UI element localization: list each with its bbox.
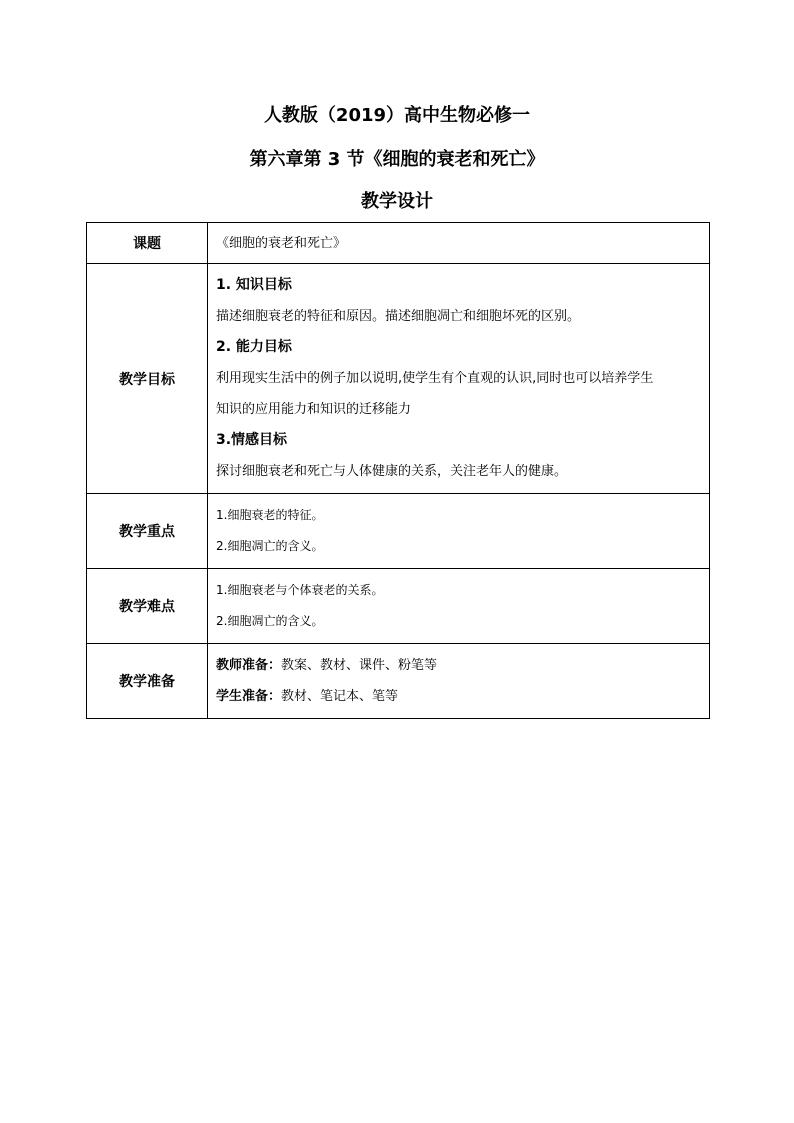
topic-label: 课题 <box>87 223 208 264</box>
knowledge-objective-text: 描述细胞衰老的特征和原因。描述细胞凋亡和细胞坏死的区别。 <box>216 309 581 324</box>
ability-objective-text-line1: 利用现实生活中的例子加以说明,使学生有个直观的认识,同时也可以培养学生 <box>216 371 654 386</box>
topic-value: 《细胞的衰老和死亡》 <box>216 235 347 251</box>
student-preparation-text: 教材、笔记本、笔等 <box>281 689 399 704</box>
key-point-item: 2.细胞凋亡的含义。 <box>216 539 324 553</box>
difficulties-label: 教学难点 <box>87 569 208 644</box>
document-title: 人教版（2019）高中生物必修一 <box>263 105 531 126</box>
objectives-label: 教学目标 <box>87 264 208 494</box>
difficulties-row <box>87 569 710 644</box>
student-preparation <box>216 681 701 712</box>
topic-cell <box>208 223 710 264</box>
difficulties-cell <box>208 569 710 644</box>
difficulty-item: 2.细胞凋亡的含义。 <box>216 614 324 628</box>
topic-row <box>87 223 710 264</box>
student-preparation-label: 学生准备： <box>216 689 282 704</box>
teacher-preparation-text: 教案、教材、课件、粉笔等 <box>281 658 438 673</box>
chapter-title: 第六章第 3 节《细胞的衰老和死亡》 <box>249 149 545 170</box>
ability-objective-title: 2. 能力目标 <box>216 339 292 355</box>
objectives-row <box>87 264 710 494</box>
key-points-cell <box>208 494 710 569</box>
preparation-cell <box>208 644 710 719</box>
key-point-item: 1.细胞衰老的特征。 <box>216 508 324 522</box>
lesson-plan-table <box>86 222 710 719</box>
key-points-row <box>87 494 710 569</box>
objectives-cell <box>208 264 710 494</box>
emotion-objective-title: 3.情感目标 <box>216 432 288 448</box>
knowledge-objective-title: 1. 知识目标 <box>216 277 292 293</box>
difficulty-item: 1.细胞衰老与个体衰老的关系。 <box>216 583 384 597</box>
preparation-label: 教学准备 <box>87 644 208 719</box>
preparation-row <box>87 644 710 719</box>
ability-objective-text-line2: 知识的应用能力和知识的迁移能力 <box>216 402 412 417</box>
key-points-label: 教学重点 <box>87 494 208 569</box>
emotion-objective-text: 探讨细胞衰老和死亡与人体健康的关系，关注老年人的健康。 <box>216 464 568 479</box>
teacher-preparation-label: 教师准备： <box>216 658 282 673</box>
design-title: 教学设计 <box>361 191 433 212</box>
teacher-preparation <box>216 650 701 681</box>
